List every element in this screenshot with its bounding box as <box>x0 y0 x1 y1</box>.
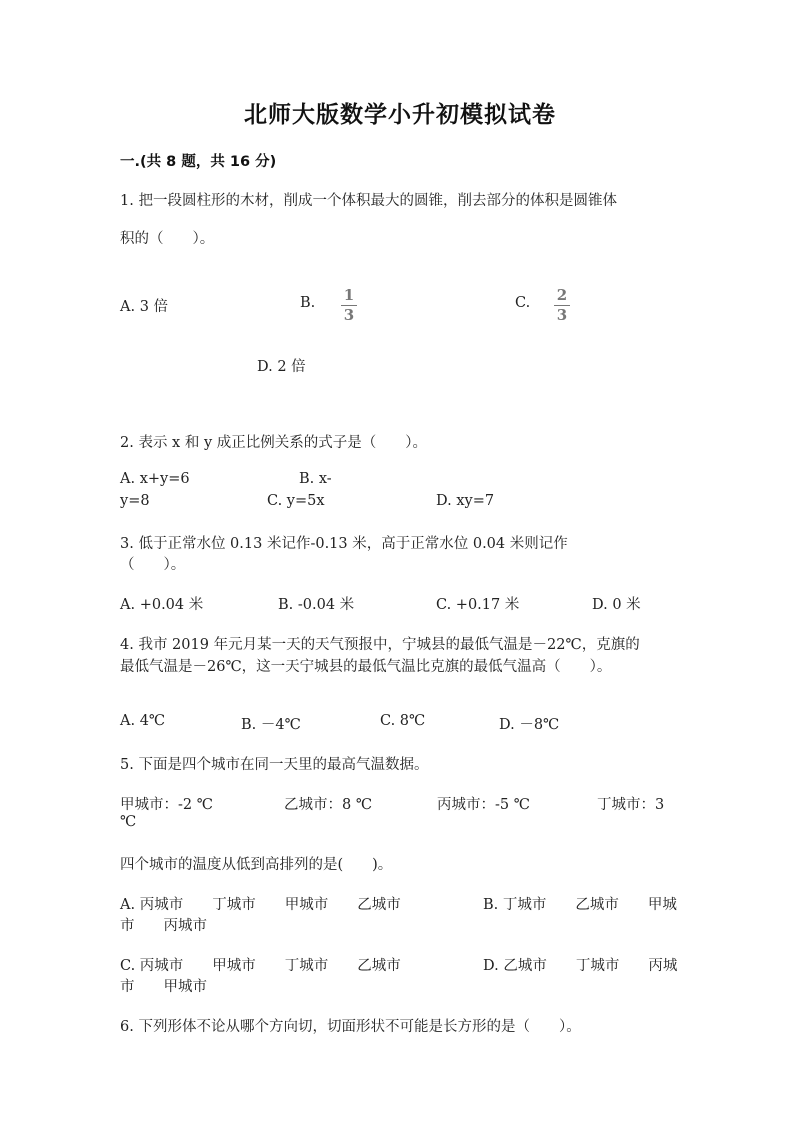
option-d: D. 0 米 <box>592 597 641 613</box>
city-temperature-bing: 丙城市：-5 ℃ <box>437 797 530 813</box>
question-4-line-2: 最低气温是－26℃，这一天宁城县的最低气温比克旗的最低气温高（ ）。 <box>120 659 612 675</box>
section-heading: 一.(共 8 题，共 16 分) <box>120 154 277 170</box>
option-a: A. 4℃ <box>120 713 166 729</box>
option-d-part-1: D. 乙城市 丁城市 丙城 <box>483 958 678 974</box>
question-1-line-1: 1. 把一段圆柱形的木材，削成一个体积最大的圆锥，削去部分的体积是圆锥体 <box>120 193 617 209</box>
question-2-stem: 2. 表示 x 和 y 成正比例关系的式子是（ ）。 <box>120 435 427 451</box>
option-d: D. －8℃ <box>499 717 560 733</box>
city-temperature-ding-part-2: ℃ <box>120 814 137 830</box>
option-d: D. xy=7 <box>436 493 495 509</box>
question-1-line-2: 积的（ ）。 <box>120 231 215 247</box>
option-c-label: C. <box>515 295 531 311</box>
city-temperature-ding-part-1: 丁城市：3 <box>597 797 665 813</box>
fraction-numerator: 2 <box>556 286 568 304</box>
option-c: C. 8℃ <box>380 713 426 729</box>
option-a: A. +0.04 米 <box>120 597 204 613</box>
option-d-part-2: 市 甲城市 <box>120 979 207 995</box>
option-b-part-2: 市 丙城市 <box>120 918 207 934</box>
option-a: A. x+y=6 <box>120 471 190 487</box>
question-5-stem: 5. 下面是四个城市在同一天里的最高气温数据。 <box>120 757 429 773</box>
option-d: D. 2 倍 <box>257 359 306 375</box>
page-title: 北师大版数学小升初模拟试卷 <box>244 102 556 128</box>
question-4-line-1: 4. 我市 2019 年元月某一天的天气预报中，宁城县的最低气温是－22℃，克旗的 <box>120 637 640 653</box>
option-a: A. 丙城市 丁城市 甲城市 乙城市 <box>120 897 401 913</box>
option-b: B. －4℃ <box>241 717 301 733</box>
question-3-line-2: （ ）。 <box>120 557 186 573</box>
option-b-label: B. <box>300 295 316 311</box>
question-5-prompt: 四个城市的温度从低到高排列的是( )。 <box>120 857 393 873</box>
option-b-part-1: B. x- <box>299 471 332 487</box>
fraction-denominator: 3 <box>343 306 355 324</box>
question-3-line-1: 3. 低于正常水位 0.13 米记作-0.13 米，高于正常水位 0.04 米则记作 <box>120 536 568 552</box>
option-a: A. 3 倍 <box>120 299 169 315</box>
option-c: C. y=5x <box>267 493 325 509</box>
option-b: B. -0.04 米 <box>278 597 355 613</box>
fraction-denominator: 3 <box>556 306 568 324</box>
option-b-part-1: B. 丁城市 乙城市 甲城 <box>483 897 677 913</box>
option-b-part-2: y=8 <box>120 493 150 509</box>
fraction-numerator: 1 <box>343 286 355 304</box>
city-temperature-jia: 甲城市：-2 ℃ <box>120 797 213 813</box>
fraction-one-third <box>339 287 359 324</box>
option-c: C. +0.17 米 <box>436 597 520 613</box>
city-temperature-yi: 乙城市：8 ℃ <box>284 797 373 813</box>
option-c: C. 丙城市 甲城市 丁城市 乙城市 <box>120 958 401 974</box>
question-6-stem: 6. 下列形体不论从哪个方向切，切面形状不可能是长方形的是（ ）。 <box>120 1019 581 1035</box>
fraction-two-thirds <box>552 287 572 324</box>
